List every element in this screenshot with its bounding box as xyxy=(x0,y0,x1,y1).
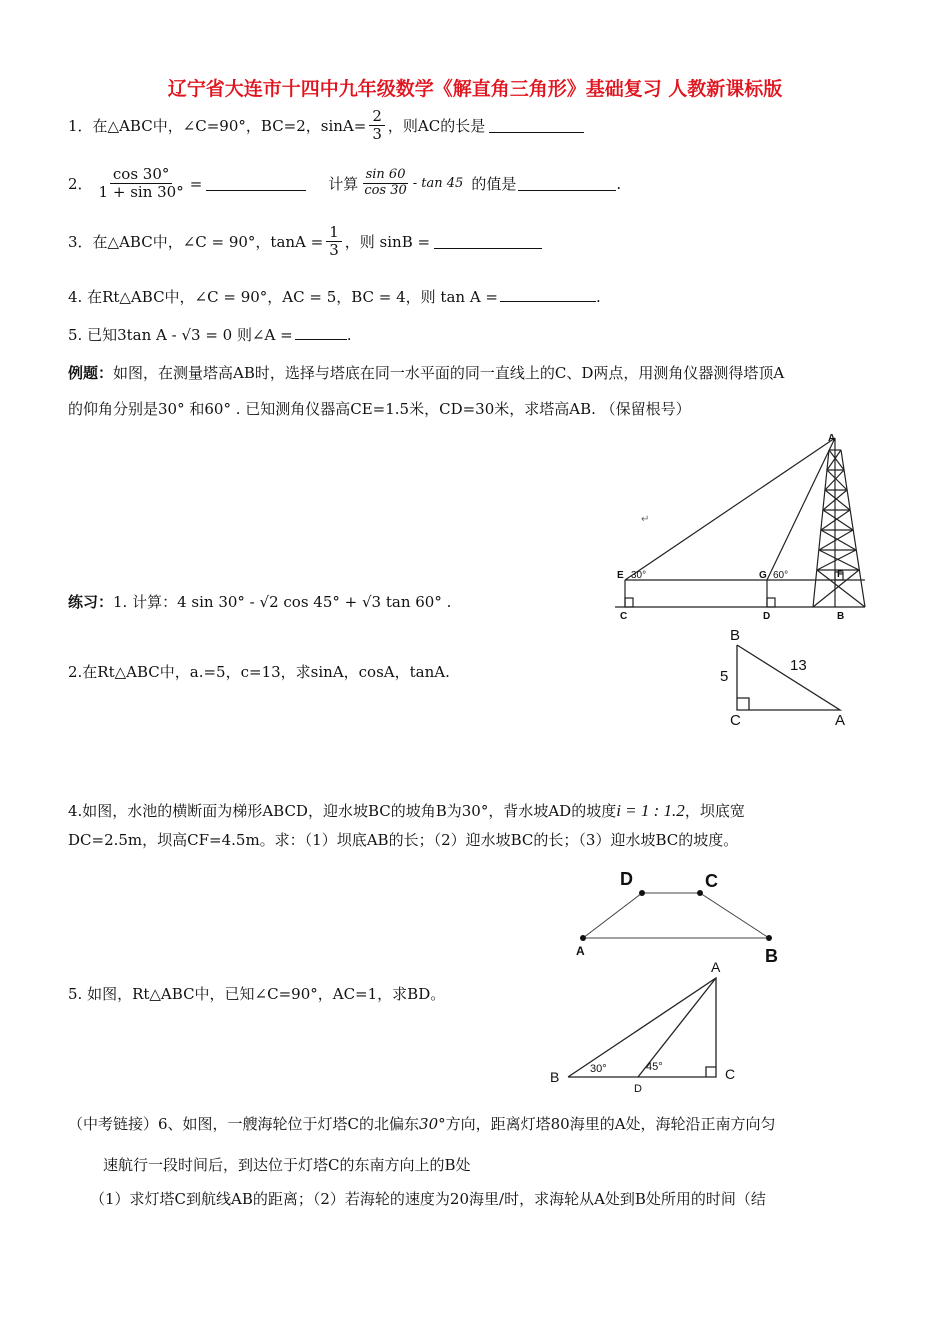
answer-blank-1[interactable] xyxy=(489,118,584,133)
right-angle-mark xyxy=(737,698,749,710)
question-4: 4. 在Rt△ABC中，∠C = 90°，AC = 5，BC = 4，则 tan A = . xyxy=(68,288,601,306)
practice-6-line3: （1）求灯塔C到航线AB的距离；（2）若海轮的速度为20海里/时，求海轮从A处到B处所用的时间（结 xyxy=(90,1190,766,1208)
label-tower-f: F xyxy=(837,569,844,580)
label-c: C xyxy=(730,712,741,729)
label-angle-30: 30° xyxy=(631,570,647,581)
right-angle-mark-2 xyxy=(706,1067,716,1077)
example-problem: 例题：如图，在测量塔高AB时，选择与塔底在同一水平面的同一直线上的C、D两点，用测角仪器测得塔顶A 的仰角分别是30° 和60° . 已知测角仪器高CE=1.5米，CD=30米，求塔高AB. （保留根号） xyxy=(68,364,785,418)
question-2: 2． $\frac{\cos 30^\circ}{1 + \sin 30^\circ}$ = 计算 $\frac{\sin 60}{\cos 30}$ - tan 45 的值是 . xyxy=(68,165,622,202)
tower-structure xyxy=(813,438,865,607)
answer-blank-3[interactable] xyxy=(518,176,616,191)
triangle-bd-figure xyxy=(548,958,748,1095)
answer-blank-6[interactable] xyxy=(295,325,347,340)
answer-blank-5[interactable] xyxy=(500,287,596,302)
label-side-5: 5 xyxy=(720,668,729,685)
practice-5: 5. 如图，Rt△ABC中，已知∠C=90°，AC=1，求BD。 xyxy=(68,985,446,1003)
label-rt-a: A xyxy=(711,959,721,975)
question-5: 5. 已知3tan A - √3 = 0 则∠A = . xyxy=(68,326,352,344)
practice-6-line2: 速航行一段时间后，到达位于灯塔C的东南方向上的B处 xyxy=(103,1156,471,1174)
triangle-abc xyxy=(737,645,840,710)
return-mark: ↵ xyxy=(641,514,650,525)
right-triangle-figure xyxy=(720,625,850,729)
label-tower-g: G xyxy=(759,570,767,581)
label-rt-d: D xyxy=(634,1083,642,1095)
label-tower-c: C xyxy=(620,611,628,622)
question-3: 3．在△ABC中，∠C = 90°，tanA = $\frac{1}{3}$ ，则 sinB = xyxy=(68,224,542,260)
practice-4-line2: DC=2.5m，坝高CF=4.5m。求：（1）坝底AB的长；（2）迎水坡BC的长；（3）迎水坡BC的坡度。 xyxy=(68,831,739,849)
page-title: 辽宁省大连市十四中九年级数学《解直角三角形》基础复习 人教新课标版 xyxy=(167,78,783,100)
tower-figure xyxy=(615,430,885,630)
practice-6: （中考链接）6、如图，一艘海轮位于灯塔C的北偏东30°方向，距离灯塔80海里的A处，海轮沿正南方向匀 xyxy=(68,1115,776,1133)
label-angle-45: 45° xyxy=(646,1061,663,1073)
label-b: B xyxy=(730,627,741,644)
trapezoid-figure xyxy=(572,865,792,965)
answer-blank-4[interactable] xyxy=(434,234,542,249)
label-side-13: 13 xyxy=(790,657,807,674)
answer-blank-2[interactable] xyxy=(206,176,306,191)
label-tower-e: E xyxy=(617,570,624,581)
practice-1: 练习：1. 计算：4 sin 30° - √2 cos 45° + √3 tan 60° . xyxy=(68,593,452,611)
label-trap-d: D xyxy=(620,869,633,889)
practice-2: 2.在Rt△ABC中，a.=5，c=13，求sinA，cosA，tanA. xyxy=(68,663,450,681)
label-tower-d: D xyxy=(763,611,771,622)
label-tower-a: A xyxy=(828,433,836,444)
label-rt-c: C xyxy=(725,1066,736,1082)
trapezoid-outline xyxy=(583,893,769,938)
label-trap-a: A xyxy=(576,944,585,958)
sight-line-e xyxy=(625,438,835,580)
label-trap-c: C xyxy=(705,871,718,891)
label-trap-b: B xyxy=(765,946,778,966)
label-a: A xyxy=(835,712,846,729)
practice-4: 4.如图，水池的横断面为梯形ABCD，迎水坡BC的坡角B为30°，背水坡AD的坡度i = 1 : 1.2，坝底宽 xyxy=(68,801,745,820)
label-angle-30b: 30° xyxy=(590,1063,607,1075)
label-tower-b: B xyxy=(837,611,845,622)
question-1: 1．在△ABC中，∠C=90°，BC=2，sinA= $\frac{2}{3}$ ，则AC的长是 xyxy=(68,108,584,144)
label-rt-b: B xyxy=(550,1069,560,1085)
label-angle-60: 60° xyxy=(773,570,789,581)
